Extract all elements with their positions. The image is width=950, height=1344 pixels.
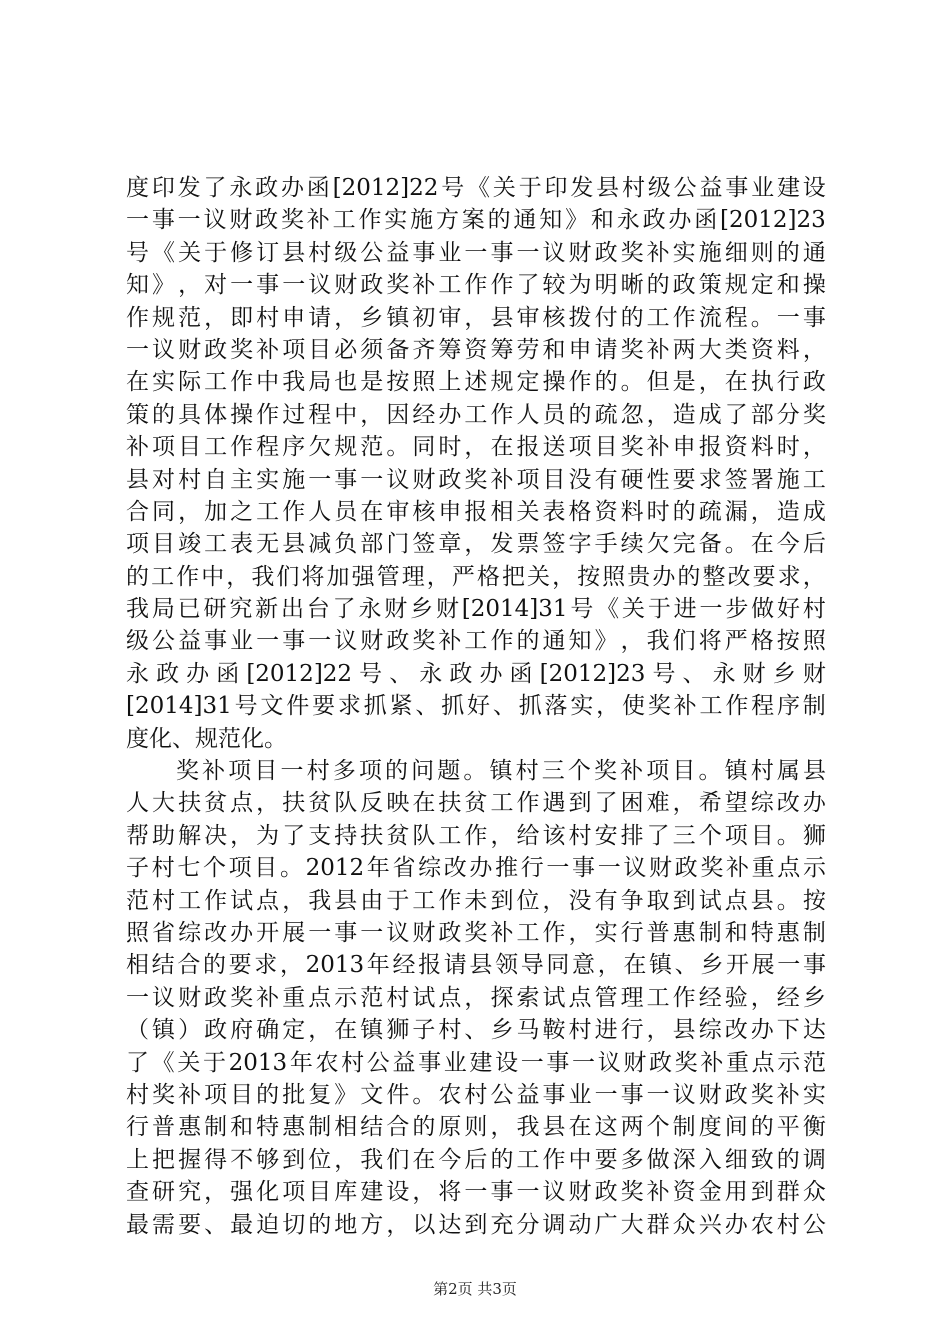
text-line: 号 《 关 于 修 订 县 村 级 公 益 事 业 一 事 一 议 财 政 奖 补 实 施 细 则 的 通 <box>126 239 826 266</box>
text-line: 度 印 发 了 永 政 办 函 [2012]22 号 《 关 于 印 发 县 村 级 公 益 事 业 建 设 <box>126 175 826 201</box>
text-line: 项 目 竣 工 表 无 县 减 负 部 门 签 章 ， 发 票 签 字 手 续 欠 完 备 。 在 今 后 <box>126 531 826 558</box>
text-line: 补 项 目 工 作 程 序 欠 规 范 。 同 时 ， 在 报 送 项 目 奖 补 申 报 资 料 时 ， <box>126 434 826 461</box>
text-line: [2014]31 号 文 件 要 求 抓 紧 、 抓 好 、 抓 落 实 ， 使 奖 补 工 作 程 序 制 <box>126 693 826 720</box>
text-line: 村 奖 补 项 目 的 批 复 》 文 件 。 农 村 公 益 事 业 一 事 一 议 财 政 奖 补 实 <box>126 1081 826 1108</box>
text-line: 的 工 作 中 ， 我 们 将 加 强 管 理 ， 严 格 把 关 ， 按 照 贵 办 的 整 改 要 求 ， <box>126 563 826 590</box>
page-footer: 第2页 共3页 <box>433 1280 517 1298</box>
text-line: 在 实 际 工 作 中 我 局 也 是 按 照 上 述 规 定 操 作 的 。 但 是 ， 在 执 行 政 <box>126 369 826 396</box>
text-line: 一 议 财 政 奖 补 重 点 示 范 村 试 点 ， 探 索 试 点 管 理 工 作 经 验 ， 经 乡 <box>126 984 826 1011</box>
text-line: 了 《 关 于 2013 年 农 村 公 益 事 业 建 设 一 事 一 议 财 政 奖 补 重 点 示 范 <box>126 1049 826 1076</box>
text-line: （ 镇 ） 政 府 确 定 ， 在 镇 狮 子 村 、 乡 马 鞍 村 进 行 ， 县 综 改 办 下 达 <box>126 1017 826 1044</box>
text-line: 上 把 握 得 不 够 到 位 ， 我 们 在 今 后 的 工 作 中 要 多 做 深 入 细 致 的 调 <box>126 1146 826 1173</box>
text-line: 行 普 惠 制 和 特 惠 制 相 结 合 的 原 则 ， 我 县 在 这 两 个 制 度 间 的 平 衡 <box>126 1114 826 1141</box>
text-line: 作 规 范 ， 即 村 申 请 ， 乡 镇 初 审 ， 县 审 核 拨 付 的 工 作 流 程 。 一 事 <box>126 304 826 331</box>
text-line: 子 村 七 个 项 目 。 2012 年 省 综 改 办 推 行 一 事 一 议 财 政 奖 补 重 点 示 <box>126 855 826 882</box>
text-line: 帮 助 解 决 ， 为 了 支 持 扶 贫 队 工 作 ， 给 该 村 安 排 了 三 个 项 目 。 狮 <box>126 822 826 849</box>
text-line: 照 省 综 改 办 开 展 一 事 一 议 财 政 奖 补 工 作 ， 实 行 普 惠 制 和 特 惠 制 <box>126 919 826 946</box>
text-line: 一 事 一 议 财 政 奖 补 工 作 实 施 方 案 的 通 知 》 和 永 政 办 函 [2012]23 <box>126 207 826 234</box>
text-line: 范 村 工 作 试 点 ， 我 县 由 于 工 作 未 到 位 ， 没 有 争 取 到 试 点 县 。 按 <box>126 887 826 914</box>
text-line: 级 公 益 事 业 一 事 一 议 财 政 奖 补 工 作 的 通 知 》 ， 我 们 将 严 格 按 照 <box>126 628 826 655</box>
text-line: 我 局 已 研 究 新 出 台 了 永 财 乡 财 [2014]31 号 《 关 于 进 一 步 做 好 村 <box>126 596 826 623</box>
text-line: 人 大 扶 贫 点 ， 扶 贫 队 反 映 在 扶 贫 工 作 遇 到 了 困 难 ， 希 望 综 改 办 <box>126 790 826 817</box>
text-line: 一 议 财 政 奖 补 项 目 必 须 备 齐 筹 资 筹 劳 和 申 请 奖 补 两 大 类 资 料 ， <box>126 336 826 363</box>
document-body <box>126 172 826 1241</box>
text-line: 奖 补 项 目 一 村 多 项 的 问 题 。 镇 村 三 个 奖 补 项 目 。 镇 村 属 县 <box>176 758 826 785</box>
text-line: 查 研 究 ， 强 化 项 目 库 建 设 ， 将 一 事 一 议 财 政 奖 补 资 金 用 到 群 众 <box>126 1179 826 1206</box>
text-line: 度化、规范化。 <box>126 725 287 752</box>
text-line: 知 》 ， 对 一 事 一 议 财 政 奖 补 工 作 作 了 较 为 明 晰 的 政 策 规 定 和 操 <box>126 272 826 299</box>
text-line: 县 对 村 自 主 实 施 一 事 一 议 财 政 奖 补 项 目 没 有 硬 性 要 求 签 署 施 工 <box>126 466 826 493</box>
text-line: 相 结 合 的 要 求 ， 2013 年 经 报 请 县 领 导 同 意 ， 在 镇 、 乡 开 展 一 事 <box>126 952 826 979</box>
text-line: 最 需 要 、 最 迫 切 的 地 方 ， 以 达 到 充 分 调 动 广 大 群 众 兴 办 农 村 公 <box>126 1211 826 1238</box>
text-line: 策 的 具 体 操 作 过 程 中 ， 因 经 办 工 作 人 员 的 疏 忽 ， 造 成 了 部 分 奖 <box>126 401 826 428</box>
text-line: 合 同 ， 加 之 工 作 人 员 在 审 核 申 报 相 关 表 格 资 料 时 的 疏 漏 ， 造 成 <box>126 498 826 525</box>
text-line: 永 政 办 函 [2012]22 号 、 永 政 办 函 [2012]23 号 、 永 财 乡 财 <box>126 660 826 687</box>
